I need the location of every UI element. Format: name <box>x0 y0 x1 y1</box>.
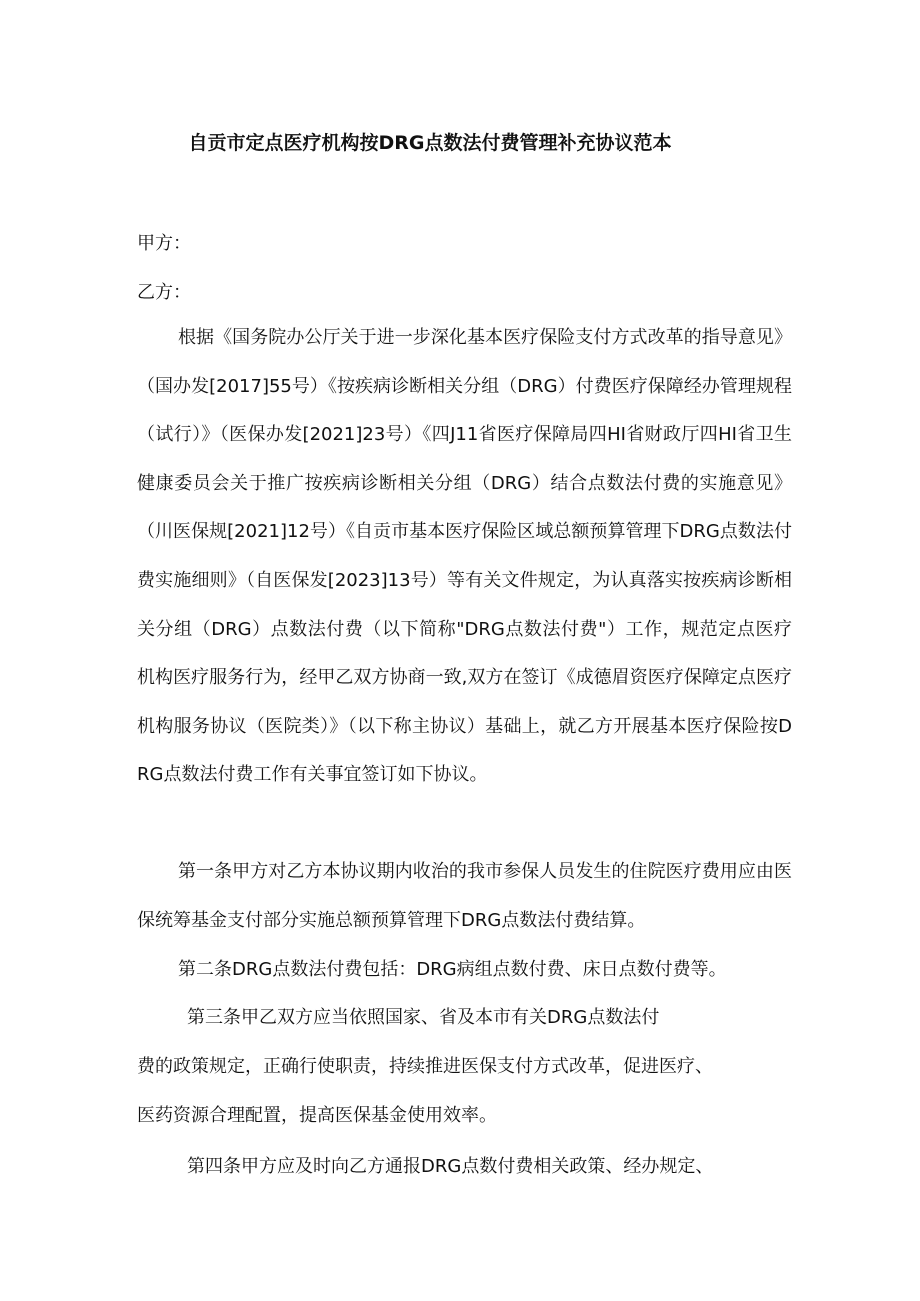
intro-paragraph: 根据《国务院办公厅关于进一步深化基本医疗保险支付方式改革的指导意见》（国办发[2017]55号）《按疾病诊断相关分组（DRG）付费医疗保障经办管理规程（试行）》（医保办发[2021]23号）《四J11省医疗保障局四HI省财政厅四HI省卫生健康委员会关于推广按疾病诊断相关分组（DRG）结合点数法付费的实施意见》（川医保规[2021]12号）《自贡市基本医疗保险区域总额预算管理下DRG点数法付费实施细则》（自医保发[2023]13号）等有关文件规定，为认真落实按疾病诊断相关分组（DRG）点数法付费（以下简称"DRG点数法付费"）工作，规范定点医疗机构医疗服务行为，经甲乙双方协商一致,双方在签订《成德眉资医疗保障定点医疗机构服务协议（医院类）》（以下称主协议）基础上，就乙方开展基本医疗保险按DRG点数法付费工作有关事宜签订如下协议。 <box>137 327 792 786</box>
article-1-paragraph: 第一条甲方对乙方本协议期内收治的我市参保人员发生的住院医疗费用应由医保统筹基金支付部分实施总额预算管理下DRG点数法付费结算。 <box>137 861 792 931</box>
article-3-line-1: 第三条甲乙双方应当依照国家、省及本市有关DRG点数法付 <box>187 1007 660 1028</box>
article-4-line-1: 第四条甲方应及时向乙方通报DRG点数付费相关政策、经办规定、 <box>187 1156 714 1177</box>
article-3-line-3: 医药资源合理配置，提高医保基金使用效率。 <box>137 1105 497 1126</box>
article-2-paragraph: 第二条DRG点数法付费包括：DRG病组点数付费、床日点数付费等。 <box>178 959 727 980</box>
party-b-label: 乙方： <box>137 282 191 303</box>
article-3-line-2: 费的政策规定，正确行使职责，持续推进医保支付方式改革，促进医疗、 <box>137 1056 713 1077</box>
party-a-label: 甲方： <box>137 233 191 254</box>
document-title: 自贡市定点医疗机构按DRG点数法付费管理补充协议范本 <box>188 132 672 154</box>
